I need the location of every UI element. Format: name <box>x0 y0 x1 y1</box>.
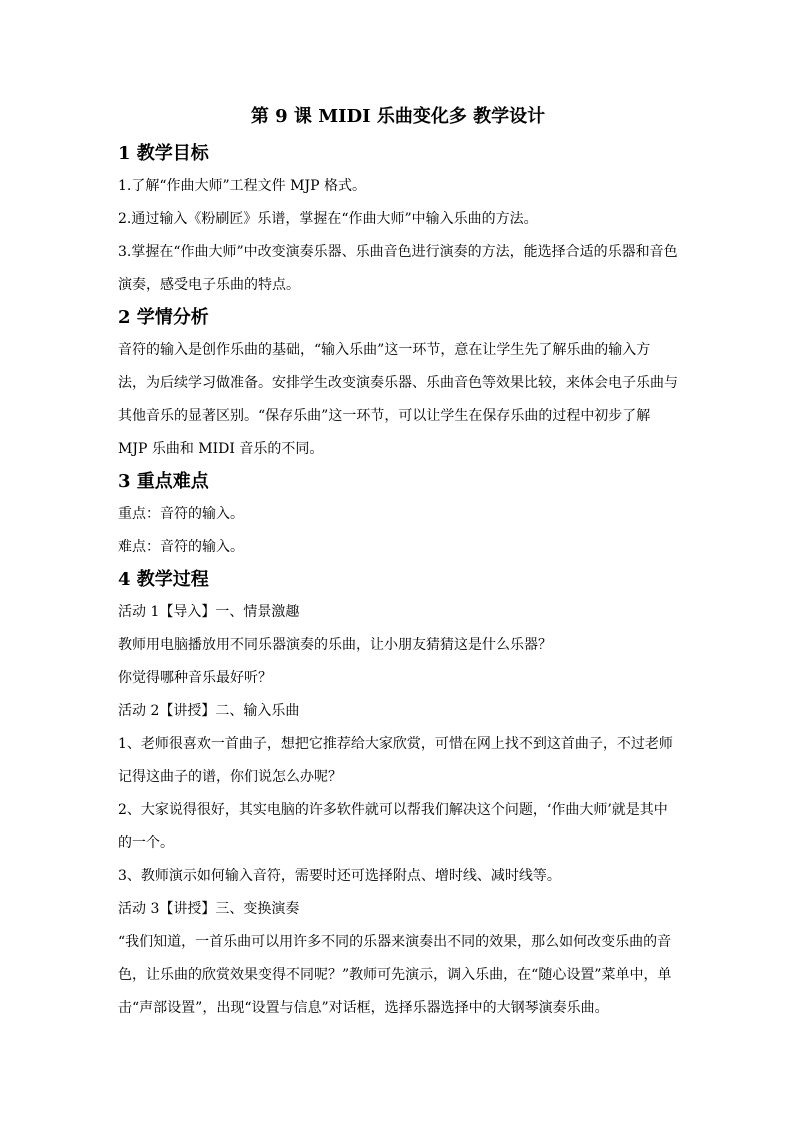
activity-3-title: 活动 3【讲授】三、变换演奏 <box>118 901 300 917</box>
goal-item-3: 3.掌握在“作曲大师”中改变演奏乐器、乐曲音色进行演奏的方法，能选择合适的乐器和音色演奏，感受电子乐曲的特点。 <box>118 244 678 293</box>
process-line: 2、大家说得很好，其实电脑的许多软件就可以帮我们解决这个问题，‘作曲大师’就是其中的一个。 <box>118 802 668 851</box>
activity-2-title: 活动 2【讲授】二、输入乐曲 <box>118 703 300 719</box>
section-heading-analysis: 2 学情分析 <box>118 307 209 328</box>
document-title: 第 9 课 MIDI 乐曲变化多 教学设计 <box>250 106 546 127</box>
section-heading-key-points: 3 重点难点 <box>118 471 209 492</box>
analysis-paragraph: 音符的输入是创作乐曲的基础，“输入乐曲”这一环节，意在让学生先了解乐曲的输入方法，为后续学习做准备。安排学生改变演奏乐器、乐曲音色等效果比较，来体会电子乐曲与其他音乐的显著区别。“保存乐曲”这一环节，可以让学生在保存乐曲的过程中初步了解 MJP 乐曲和 MIDI 音乐的不同。 <box>118 342 678 457</box>
activity-1-title: 活动 1【导入】一、情景激趣 <box>118 604 300 620</box>
process-line: “我们知道，一首乐曲可以用许多不同的乐器来演奏出不同的效果，那么如何改变乐曲的音色，让乐曲的欣赏效果变得不同呢？”教师可先演示，调入乐曲，在“随心设置”菜单中，单击“声部设置”，出现“设置与信息”对话框，选择乐器选择中的大钢琴演奏乐曲。 <box>118 934 672 1016</box>
difficult-point-item: 难点：音符的输入。 <box>118 539 244 555</box>
key-point-item: 重点：音符的输入。 <box>118 506 244 522</box>
goal-item-2: 2.通过输入《粉刷匠》乐谱，掌握在“作曲大师”中输入乐曲的方法。 <box>118 211 538 227</box>
process-line: 教师用电脑播放用不同乐器演奏的乐曲，让小朋友猜猜这是什么乐器？ <box>118 637 552 653</box>
goal-item-1: 1.了解“作曲大师”工程文件 MJP 格式。 <box>118 178 366 194</box>
process-line: 1、老师很喜欢一首曲子，想把它推荐给大家欣赏，可惜在网上找不到这首曲子，不过老师记得这曲子的谱，你们说怎么办呢？ <box>118 736 673 785</box>
section-heading-goals: 1 教学目标 <box>118 143 209 164</box>
document-page <box>118 96 678 1025</box>
process-line: 3、教师演示如何输入音符，需要时还可选择附点、增时线、减时线等。 <box>118 868 561 884</box>
process-line: 你觉得哪种音乐最好听？ <box>118 670 272 686</box>
section-heading-process: 4 教学过程 <box>118 569 209 590</box>
